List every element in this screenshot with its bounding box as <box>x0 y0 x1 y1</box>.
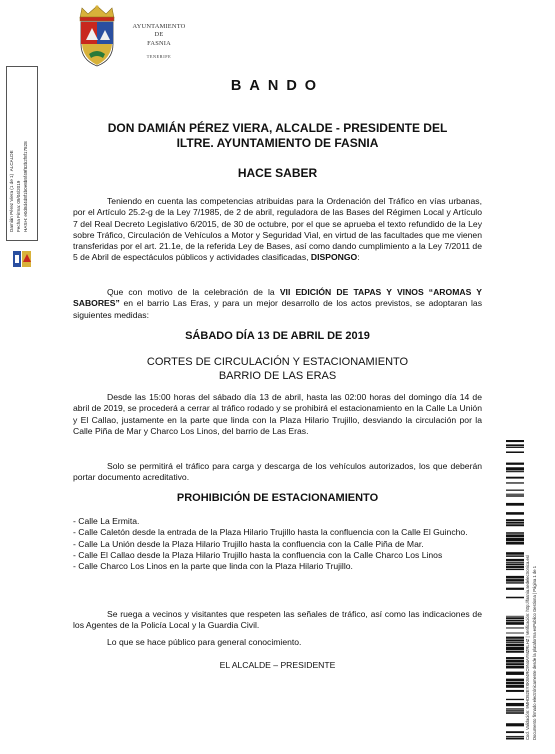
signer-role: ALCALDE <box>9 150 14 172</box>
barcode-bar <box>506 651 524 653</box>
signer-name <box>9 150 14 232</box>
barcode-bar <box>506 588 524 590</box>
paragraph-text: Que con motivo de la celebración de la <box>107 287 275 297</box>
coat-of-arms-icon <box>72 4 122 68</box>
paragraph-carga: Solo se permitirá el tráfico para carga y descarga de los vehículos autorizados, los que deberán portar documento acreditativo. <box>73 461 482 483</box>
document-signed-note: Documento firmado electrónicamente desde la plataforma esPublico Gestiona | Página 1 de 1 <box>532 565 537 740</box>
barcode-bar <box>506 538 524 541</box>
paragraph-ruego: Se ruega a vecinos y visitantes que respeten las señales de tráfico, así como las indicaciones de los Agentes de la Policía Local y la Guardia Civil. <box>73 609 482 631</box>
dispongo-text: DISPONGO <box>310 252 358 263</box>
barcode-bar <box>506 647 524 650</box>
barcode-bar <box>506 512 524 515</box>
barcode-bar <box>506 617 524 619</box>
paragraph-competencias <box>73 196 482 264</box>
barcode-bar <box>506 597 524 599</box>
barcode-bar <box>506 576 524 579</box>
barcode-bar <box>506 532 524 534</box>
barcode-bar <box>506 559 524 561</box>
cortes-line-2: BARRIO DE LAS ERAS <box>218 369 337 382</box>
signature-date: Fecha Firma: 09/04/2019 <box>16 180 21 232</box>
barcode-bar <box>506 642 524 643</box>
barcode-bar <box>506 737 524 739</box>
barcode-bar <box>506 627 524 628</box>
cortes-line-1: CORTES DE CIRCULACIÓN Y ESTACIONAMIENTO <box>146 356 409 368</box>
barcode-bar <box>506 622 524 625</box>
barcode-bar <box>506 519 524 521</box>
validation-code: Cod. Validación: 9MHD52EYXKW4RC9N4AYMZRLHZ | Verificación: http://fasnia.sedelectronica.es/ <box>525 554 530 740</box>
barcode-bar <box>506 679 524 682</box>
paragraph-text: en el barrio Las Eras, y para un mejor desarrollo de los actos previstos, se adoptaran las siguientes medidas: <box>73 298 482 320</box>
barcode-bar <box>506 552 524 555</box>
barcode-bar <box>506 490 524 491</box>
signature-hash: HASH: e0d8d4d8f1b0e8b5f49f82b2f8f17828 <box>23 141 28 232</box>
barcode-bar <box>506 569 524 570</box>
document-title: BANDO <box>230 78 325 94</box>
barcode-bar <box>506 471 524 472</box>
municipio-line-2: DE <box>154 31 164 39</box>
barcode-bar <box>506 633 524 634</box>
barcode-bar <box>506 477 524 479</box>
barcode-bar <box>506 495 524 496</box>
barcode-bar <box>506 685 524 688</box>
barcode-bar <box>506 522 524 524</box>
cortes-heading <box>73 356 482 383</box>
barcode-bar <box>506 666 524 668</box>
list-item: - Calle La Unión desde la Plaza Hilario Trujillo hasta la confluencia con la Calle Piña de Mar. <box>73 538 424 549</box>
paragraph-motivo <box>73 287 482 321</box>
barcode-bar <box>506 444 524 446</box>
paragraph-publico: Lo que se hace público para general conocimiento. <box>107 637 302 647</box>
barcode-bar <box>506 703 524 706</box>
barcode-bar <box>506 682 524 684</box>
barcode-bar <box>506 451 524 453</box>
signer-line: Damián Pérez Viera (1 de 1) <box>9 173 14 232</box>
provincia-label: TENERIFE <box>146 53 172 59</box>
barcode-bar <box>506 712 524 714</box>
barcode-bar <box>506 657 524 659</box>
barcode-bar <box>506 699 524 700</box>
barcode-bar <box>506 731 524 733</box>
barcode-bar <box>506 494 524 495</box>
barcode-bar <box>506 566 524 568</box>
street-list <box>73 516 482 572</box>
barcode-bar <box>506 663 524 665</box>
date-heading: SÁBADO DÍA 13 DE ABRIL DE 2019 <box>185 330 370 342</box>
barcode-bar <box>506 562 524 563</box>
barcode-bar <box>506 690 524 692</box>
barcode-bar <box>506 637 524 639</box>
signature-line: EL ALCALDE – PRESIDENTE <box>219 660 336 670</box>
barcode-bar <box>506 708 524 709</box>
list-item: - Calle Caletón desde la entrada de la Plaza Hilario Trujillo hasta la confluencia con la Calle El Guincho. <box>73 527 468 538</box>
small-crest-icon <box>12 250 32 268</box>
hace-saber-heading: HACE SABER <box>237 166 318 180</box>
mayor-heading-line-2: ILTRE. AYUNTAMIENTO DE FASNIA <box>176 136 379 150</box>
barcode-bar <box>506 620 524 622</box>
barcode-bar <box>506 639 524 641</box>
barcode-bar <box>506 644 524 647</box>
barcode-bar <box>506 555 524 556</box>
municipio-line-1: AYUNTAMIENTO <box>132 23 186 30</box>
barcode-bar <box>506 710 524 711</box>
barcode-bar <box>506 467 524 470</box>
paragraph-horario: Desde las 15:00 horas del sábado día 13 de abril, hasta las 02:00 horas del domingo día 14 de abril de 2019, se procederá a cerrar al tráfico rodado y se prohibirá el estacionamiento en la Calle La Unión y El Callao, justamente en la parte que linda con la Plaza Hilario Trujillo, desviando la circulación por la Calle Piña de Mar y Charco Los Linos, del barrio de Las Eras. <box>73 392 482 436</box>
municipio-line-3: FASNIA <box>147 39 171 47</box>
list-item: - Calle Charco Los Linos en la parte que linda con la Plaza Hilario Trujillo. <box>73 561 353 572</box>
barcode-bar <box>506 482 524 483</box>
mayor-heading-line-1: DON DAMIÁN PÉREZ VIERA, ALCALDE - PRESIDENTE DEL <box>107 121 448 135</box>
municipio-name <box>124 23 194 61</box>
barcode-bar <box>506 616 524 617</box>
barcode-bar <box>506 524 524 526</box>
paragraph-end: : <box>357 252 360 263</box>
barcode-bar <box>506 582 524 583</box>
barcode-bar <box>506 723 524 726</box>
list-item: - Calle La Ermita. <box>73 516 140 526</box>
barcode-bar <box>506 534 524 537</box>
barcode-bar <box>506 463 524 465</box>
mayor-heading <box>73 121 482 151</box>
barcode-bar <box>506 563 524 565</box>
barcode-bar <box>506 579 524 582</box>
barcode-bar <box>506 440 524 442</box>
barcode-bar <box>506 672 524 675</box>
paragraph-text: Teniendo en cuenta las competencias atribuidas para la Ordenación del Tráfico en vías urbanas, por el Artículo 25.2-g de la Ley 7/1985, de 2 de abril, reguladora de las Bases del Régimen Local y Artículo 7 del Real Decreto Legislativo 6/2015, de 30 de octubre, por el que se aprueba el texto refundido de la Ley sobre Tráfico, Circulación de Vehículos a Motor y Seguridad Vial, en virtud de las facultades que me vienen transferidas por el art. 21.1e, de la referida Ley de Bases, así como dando cumplimiento a la Ley 7/2011 de 5 de Abril de espectáculos públicos y actividades clasificadas, <box>73 196 482 263</box>
barcode-bar <box>506 736 524 737</box>
prohibicion-heading: PROHIBICIÓN DE ESTACIONAMIENTO <box>176 492 379 504</box>
barcode-bar <box>506 447 524 448</box>
barcode-bar <box>506 542 524 545</box>
barcode-bar <box>506 660 524 663</box>
event-name: VII EDICIÓN DE TAPAS Y VINOS “AROMAS Y SABORES” <box>73 287 482 309</box>
list-item: - Calle El Callao desde la Plaza Hilario Trujillo hasta la confluencia con la Calle Charco Los Linos <box>73 549 443 560</box>
barcode-bar <box>506 503 524 506</box>
